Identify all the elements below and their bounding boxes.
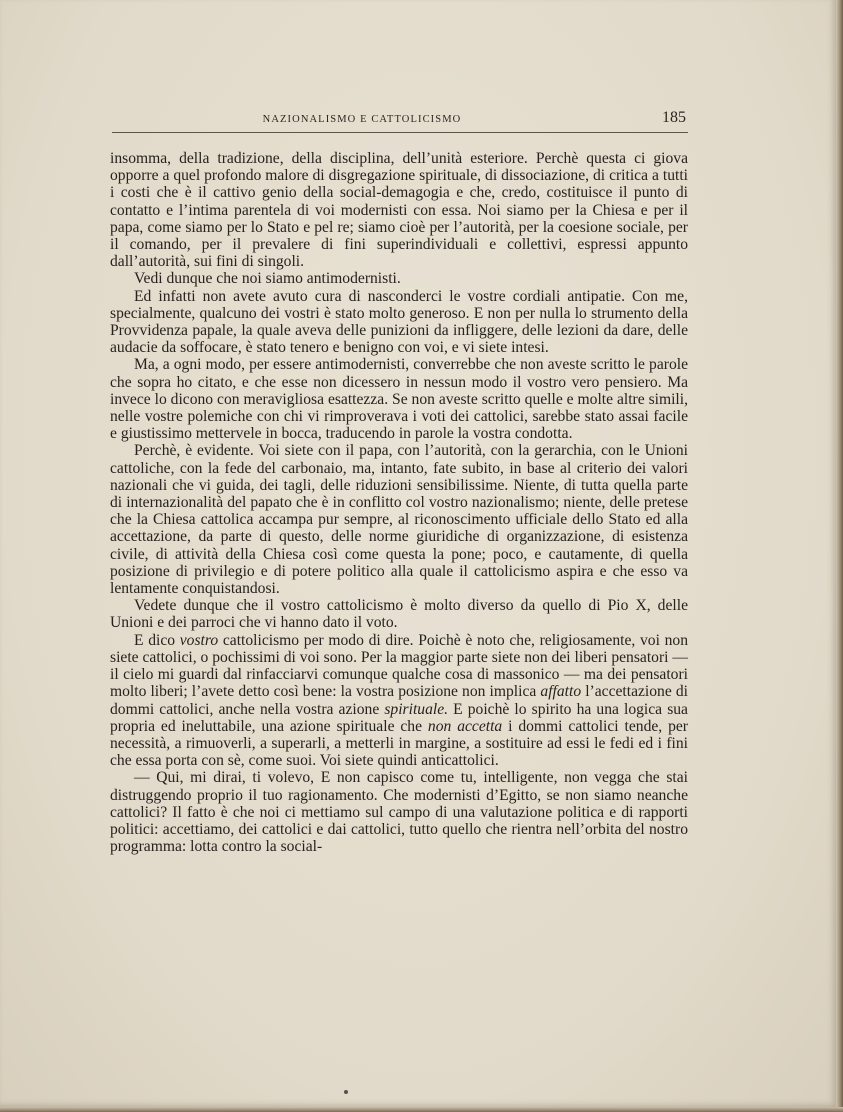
italic-text: affatto	[540, 683, 582, 701]
body-text	[110, 150, 688, 855]
italic-text: vostro	[179, 631, 219, 649]
text-run: Ed infatti non avete avuto cura di nasconderci le vostre cordiali antipatie. Con me, specialmente, qualcuno dei vostri è stato molto generoso. E non per nulla lo strumento della Provvidenza papale, la quale aveva delle punizioni da infliggere, delle lezioni da dare, delle audacie da soffocare, è stato tenero e benigno con voi, e vi siete intesi.	[110, 287, 688, 357]
header-rule	[112, 132, 688, 133]
paragraph	[110, 769, 688, 855]
italic-text: non accetta	[427, 717, 503, 735]
page-number: 185	[662, 109, 686, 126]
running-title: NAZIONALISMO E CATTOLICISMO	[262, 114, 462, 125]
paragraph	[110, 442, 688, 597]
page-edge-right	[836, 0, 843, 1112]
text-run: cattolicismo per modo di dire. Poichè è noto che, religiosamente, voi non siete cattolici, o pochissimi di voi sono. Per la maggior parte siete non dei liberi pensatori — il cielo mi guardi dal rinfacciarvi comunque qualche cosa di massonico — ma dei pensatori molto liberi; l’avete detto così bene: la vostra posizione non implica	[110, 631, 689, 701]
running-header	[112, 110, 688, 132]
italic-text: spirituale.	[384, 700, 449, 718]
page-edge-bottom	[0, 1107, 843, 1112]
paragraph	[110, 288, 688, 357]
paragraph	[110, 270, 688, 287]
text-run: Ma, a ogni modo, per essere antimodernisti, converrebbe che non aveste scritto le parole che sopra ho citato, e che esse non dicessero in nessun modo il vostro vero pensiero. Ma invece lo dicono con meravigliosa esattezza. Se non aveste scritto quelle e molte altre simili, nelle vostre polemiche con chi vi rimproverava i voti dei cattolici, sarebbe stato assai facile e giustissimo mettervele in bocca, traducendo in parole la vostra condotta.	[110, 356, 688, 443]
text-run: — Qui, mi dirai, ti volevo, E non capisco come tu, intelligente, non vegga che stai distruggendo proprio il tuo ragionamento. Che modernisti d’Egitto, se non siamo neanche cattolici? Il fatto è che noi ci mettiamo sul campo di una valutazione politica e di rapporti politici: accettiamo, dei cattolici e dai cattolici, tutto quello che rientra nell’orbita del nostro programma: lotta contro la social-	[110, 769, 688, 856]
paragraph	[110, 632, 688, 770]
text-run: E dico	[134, 631, 180, 649]
paragraph	[110, 597, 688, 631]
text-run: i dommi cattolici tende, per necessità, a rimuoverli, a superarli, a metterli in margine, a sostituire ad essi le fedi ed i fini che essa porta con sè, come suoi. Voi siete quindi anticattolici.	[110, 717, 688, 770]
paragraph	[110, 150, 688, 270]
text-run: l’accettazione di dommi cattolici, anche nella vostra azione	[110, 683, 688, 718]
printer-mark	[344, 1090, 348, 1094]
text-run: E poichè lo spirito ha una logica sua propria ed ineluttabile, una azione spirituale che	[110, 700, 688, 735]
paragraph	[110, 356, 688, 442]
text-run: Perchè, è evidente. Voi siete con il papa, con l’autorità, con la gerarchia, con le Unioni cattoliche, con la fede del carbonaio, ma, intanto, fate subito, in base al criterio dei valori nazionali che vi guida, dei tagli, delle riduzioni sensibilissime. Niente, di tutta quella parte di internazionalità del papato che è in conflitto col vostro nazionalismo; niente, delle pretese che la Chiesa cattolica accampa pur sempre, al riconoscimento ufficiale dello Stato ed alla accettazione, da parte di questo, delle norme giuridiche di organizzazione, di esistenza civile, di attività della Chiesa così come questa la pone; poco, e cautamente, di quella posizione di privilegio e di potere politico alla quale il cattolicismo aspira e che esso va lentamente conquistandosi.	[110, 442, 688, 598]
text-run: Vedi dunque che noi siamo antimodernisti.	[134, 270, 401, 288]
text-run: insomma, della tradizione, della disciplina, dell’unità esteriore. Perchè questa ci giova opporre a quel profondo malore di disgregazione spirituale, di dissociazione, di critica a tutti i costi che è il cattivo genio della social-demagogia e che, credo, costituisce il punto di contatto e l’intima parentela di voi modernisti con essa. Noi siamo per la Chiesa e per il papa, come siamo per lo Stato e pel re; siamo cioè per l’autorità, per la coesione sociale, per il comando, per il prevalere di fini superindividuali e collettivi, espressi appunto dall’autorità, sui fini di singoli.	[110, 150, 688, 271]
text-run: Vedete dunque che il vostro cattolicismo è molto diverso da quello di Pio X, delle Unioni e dei parroci che vi hanno dato il voto.	[110, 597, 688, 632]
